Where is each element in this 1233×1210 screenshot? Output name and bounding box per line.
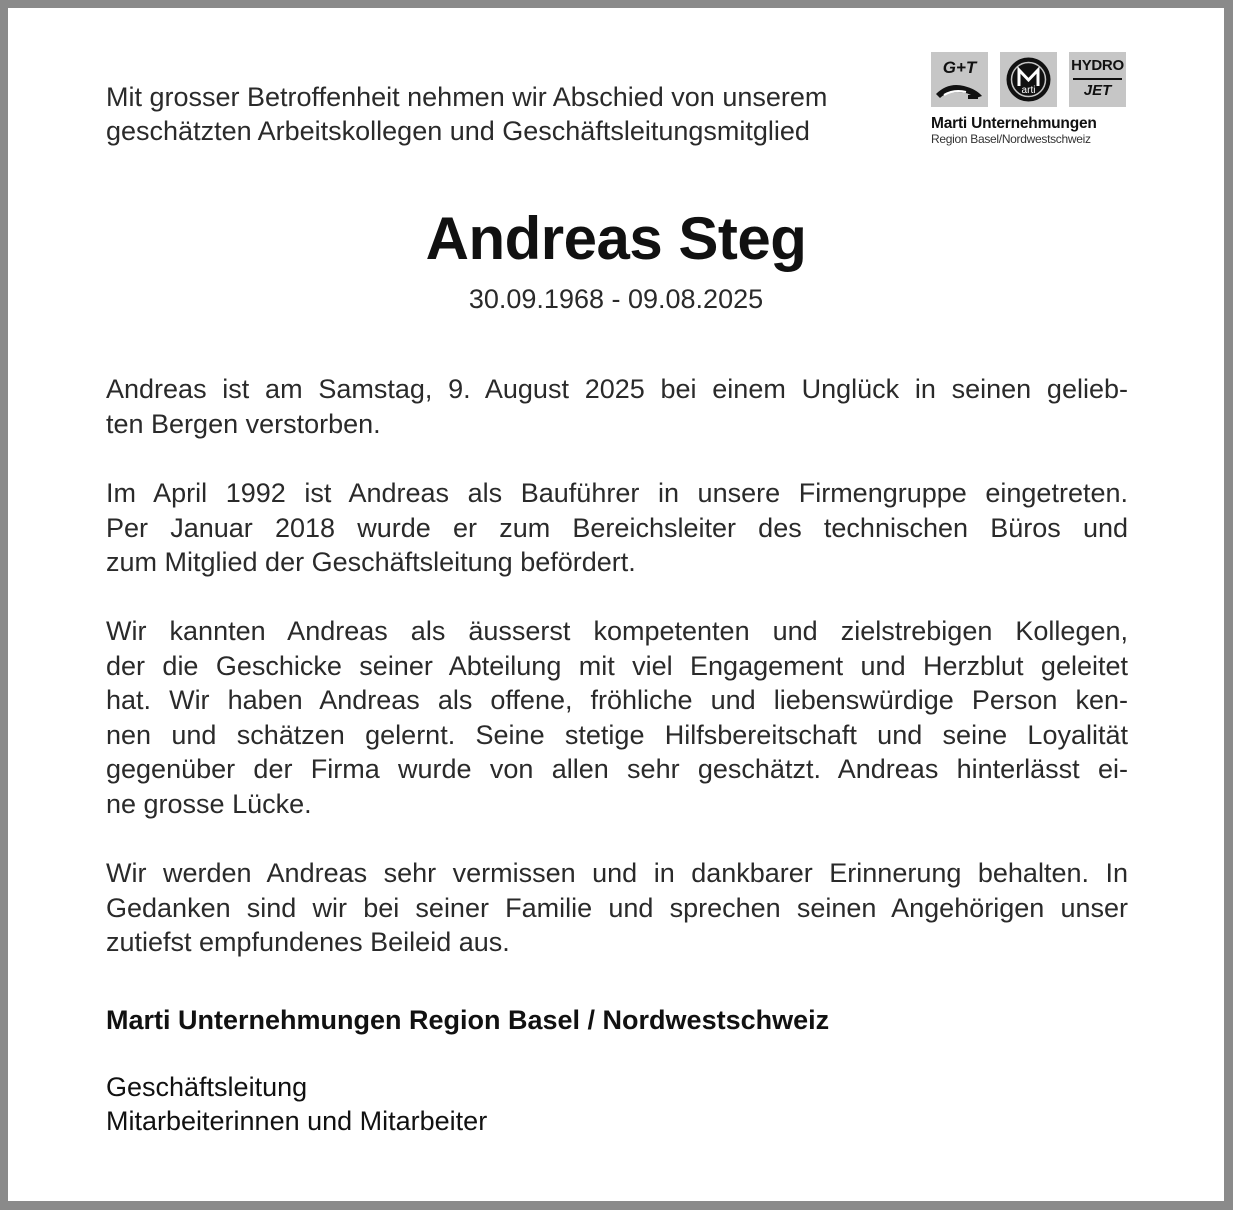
paragraph-line: Andreas ist am Samstag, 9. August 2025 bei einem Unglück in seinen gelieb- <box>106 374 1128 404</box>
intro-line: geschätzten Arbeitskollegen und Geschäftsleitungsmitglied <box>106 116 810 146</box>
deceased-name: Andreas Steg <box>425 205 807 272</box>
hydrojet-logo-bottom: JET <box>1083 82 1112 99</box>
paragraph-line: Wir kannten Andreas als äusserst kompetenten und zielstrebigen Kollegen, <box>106 616 1128 646</box>
gt-logo <box>931 52 988 107</box>
signature-organization: Marti Unternehmungen Region Basel / Nordwestschweiz <box>106 1005 830 1035</box>
paragraph-line: Gedanken sind wir bei seiner Familie und sprechen seinen Angehörigen unser <box>106 892 1128 923</box>
paragraph-line: ne grosse Lücke. <box>106 788 312 819</box>
hydrojet-divider <box>1073 78 1122 80</box>
paragraph-line: gegenüber der Firma wurde von allen sehr geschätzt. Andreas hinterlässt ei- <box>106 754 1128 785</box>
signature-block <box>106 1070 487 1138</box>
gt-logo-text: G+T <box>942 58 977 77</box>
paragraph <box>106 372 1128 441</box>
marti-logo <box>1000 52 1057 107</box>
paragraph-line: zum Mitglied der Geschäftsleitung befördert. <box>106 547 636 578</box>
paragraph <box>106 856 1128 960</box>
company-region: Region Basel/Nordwestschweiz <box>931 132 1091 146</box>
paragraph-line: Wir werden Andreas sehr vermissen und in dankbarer Erinnerung behalten. In <box>106 858 1128 888</box>
paragraph-line: zutiefst empfundenes Beileid aus. <box>106 927 510 958</box>
life-dates: 30.09.1968 - 09.08.2025 <box>468 284 764 314</box>
paragraph-line: Im April 1992 ist Andreas als Bauführer in unsere Firmengruppe eingetreten. <box>106 478 1128 508</box>
marti-logo-text: arti <box>1021 85 1036 96</box>
marti-emblem-icon <box>1003 54 1054 105</box>
intro-line: Mit grosser Betroffenheit nehmen wir Abschied von unserem <box>106 82 828 112</box>
obituary-notice <box>8 8 1224 1201</box>
signature-line: Geschäftsleitung <box>106 1072 308 1102</box>
paragraph-line: ten Bergen verstorben. <box>106 408 381 439</box>
paragraph-line: hat. Wir haben Andreas als offene, fröhliche und liebenswürdige Person ken- <box>106 685 1128 716</box>
hydrojet-logo-top: HYDRO <box>1071 57 1124 74</box>
company-name: Marti Unternehmungen <box>931 115 1097 132</box>
signature-line: Mitarbeiterinnen und Mitarbeiter <box>106 1106 488 1136</box>
paragraph-line: der die Geschicke seiner Abteilung mit viel Engagement und Herzblut geleitet <box>106 650 1128 681</box>
paragraph-line: Per Januar 2018 wurde er zum Bereichsleiter des technischen Büros und <box>106 512 1128 543</box>
hydrojet-logo <box>1069 52 1126 107</box>
intro-text <box>106 80 926 148</box>
excavator-icon <box>934 80 985 102</box>
paragraph <box>106 476 1128 580</box>
paragraph <box>106 614 1128 822</box>
company-logos <box>931 52 1131 146</box>
paragraph-line: nen und schätzen gelernt. Seine stetige Hilfsbereitschaft und seine Loyalität <box>106 719 1128 750</box>
